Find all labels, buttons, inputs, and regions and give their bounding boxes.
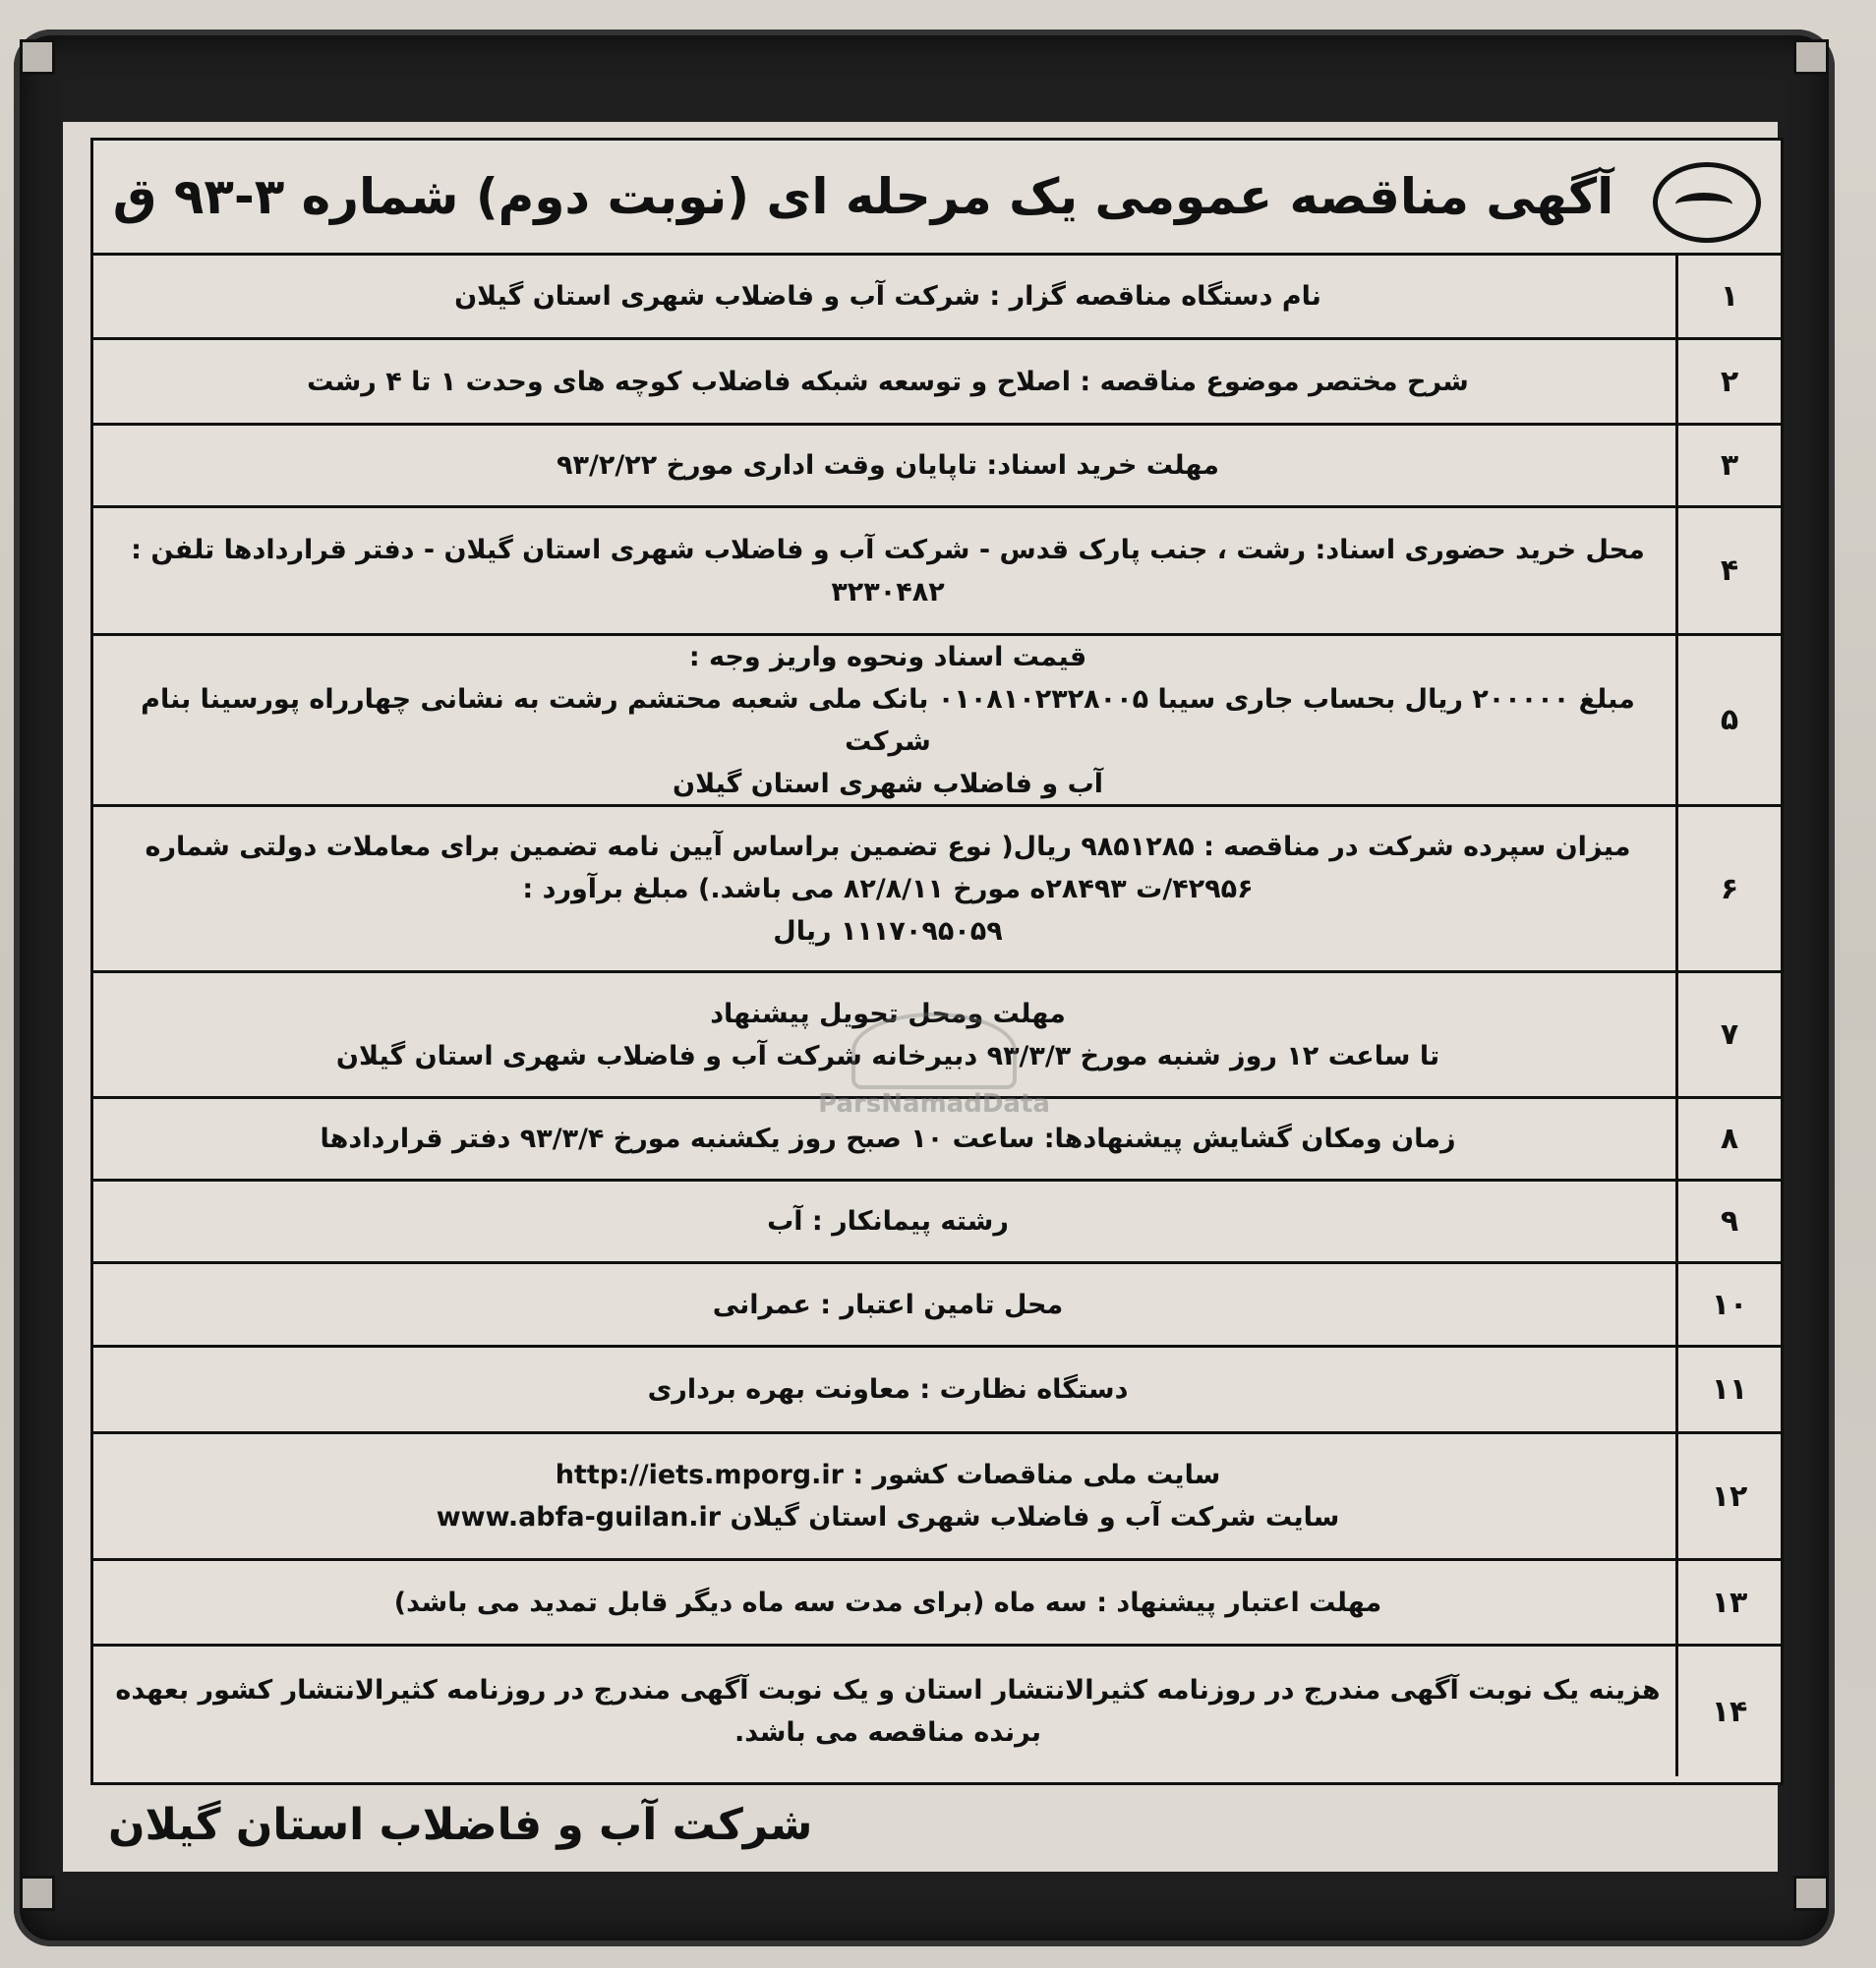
row-line: آب و فاضلاب شهری استان گیلان xyxy=(673,768,1103,799)
row-line: سایت ملی مناقصات کشور : http://iets.mporg.ir xyxy=(555,1460,1221,1490)
row-number: ۴ xyxy=(1675,508,1781,633)
table-row xyxy=(93,508,1781,636)
row-line: محل تامین اعتبار : عمرانی xyxy=(712,1289,1064,1320)
row-text xyxy=(113,1647,1663,1776)
watermark-logo-icon xyxy=(851,1013,1017,1089)
row-line: رشته پیمانکار : آب xyxy=(767,1206,1009,1237)
row-number: ۹ xyxy=(1675,1182,1781,1261)
table-row xyxy=(93,340,1781,426)
row-line: شرح مختصر موضوع مناقصه : اصلاح و توسعه شبکه فاضلاب کوچه های وحدت ۱ تا ۴ رشت xyxy=(307,366,1469,397)
row-number: ۱۱ xyxy=(1675,1348,1781,1431)
table-row xyxy=(93,1434,1781,1561)
row-text xyxy=(113,636,1663,804)
row-line: دستگاه نظارت : معاونت بهره برداری xyxy=(647,1374,1129,1405)
row-text xyxy=(113,1182,1663,1261)
row-line: قیمت اسناد ونحوه واریز وجه : xyxy=(688,641,1087,672)
row-number: ۱۳ xyxy=(1675,1561,1781,1644)
row-number: ۱ xyxy=(1675,256,1781,337)
row-line: ۱۱۱۷۰۹۵۰۵۹ ریال xyxy=(773,915,1003,947)
row-text xyxy=(113,256,1663,337)
row-text xyxy=(113,426,1663,505)
water-company-logo-icon xyxy=(1653,162,1761,243)
row-text xyxy=(113,508,1663,633)
table-row xyxy=(93,1264,1781,1348)
row-line: زمان ومکان گشایش پیشنهادها: ساعت ۱۰ صبح روز یکشنبه مورخ ۹۳/۳/۴ دفتر قراردادها xyxy=(320,1124,1456,1154)
row-number: ۷ xyxy=(1675,973,1781,1096)
row-line: هزینه یک نوبت آگهی مندرج در روزنامه کثیرالانتشار استان و یک نوبت آگهی مندرج در روزنامه کثیرالانتشار کشور بعهده xyxy=(115,1675,1661,1706)
row-number: ۵ xyxy=(1675,636,1781,804)
table-row xyxy=(93,426,1781,508)
row-line: برنده مناقصه می باشد. xyxy=(733,1717,1042,1748)
ad-title: آگهی مناقصه عمومی یک مرحله ای (نوبت دوم) شماره ۳-۹۳ ق xyxy=(112,168,1614,225)
row-line: تا ساعت ۱۲ روز شنبه مورخ ۹۳/۳/۳ دبیرخانه شرکت آب و فاضلاب شهری استان گیلان xyxy=(335,1040,1440,1071)
row-text xyxy=(113,1434,1663,1558)
row-number: ۳ xyxy=(1675,426,1781,505)
row-line: ۴۲۹۵۶/ت ۲۸۴۹۳ه مورخ ۸۲/۸/۱۱ می باشد.) مبلغ برآورد : xyxy=(522,873,1254,904)
frame-corner-bottom-left xyxy=(20,1876,55,1911)
table-row xyxy=(93,636,1781,807)
table-row xyxy=(93,1348,1781,1434)
row-line: محل خرید حضوری اسناد: رشت ، جنب پارک قدس - شرکت آب و فاضلاب شهری استان گیلان - دفتر قراردادها تلفن : xyxy=(131,534,1645,565)
row-line: مهلت خرید اسناد: تاپایان وقت اداری مورخ ۹۳/۲/۲۲ xyxy=(557,450,1219,481)
row-text xyxy=(113,1348,1663,1431)
footer-company-name xyxy=(108,1791,895,1860)
row-line: سایت شرکت آب و فاضلاب شهری استان گیلان www.abfa-guilan.ir xyxy=(436,1502,1340,1533)
row-number: ۲ xyxy=(1675,340,1781,423)
title-row xyxy=(93,141,1781,256)
row-line: نام دستگاه مناقصه گزار : شرکت آب و فاضلاب شهری استان گیلان xyxy=(454,281,1321,312)
tender-table xyxy=(90,138,1784,1785)
watermark xyxy=(747,1013,1121,1121)
frame-corner-top-right xyxy=(1793,39,1829,75)
row-line: میزان سپرده شرکت در مناقصه : ۹۸۵۱۲۸۵ ریال( نوع تضمین براساس آیین نامه تضمین برای معاملات دولتی شماره xyxy=(145,831,1631,862)
row-line: مهلت اعتبار پیشنهاد : سه ماه (برای مدت سه ماه دیگر قابل تمدید می باشد) xyxy=(393,1587,1382,1618)
row-line: مبلغ ۲۰۰۰۰۰ ریال بحساب جاری سیبا ۰۱۰۸۱۰۲۳۲۸۰۰۵ بانک ملی شعبه محتشم رشت به نشانی چهارراه پورسینا بنام شرکت xyxy=(141,683,1635,757)
table-row xyxy=(93,256,1781,340)
table-row xyxy=(93,1182,1781,1264)
row-text xyxy=(113,340,1663,423)
table-row xyxy=(93,807,1781,973)
row-number: ۱۴ xyxy=(1675,1647,1781,1776)
frame-corner-bottom-right xyxy=(1793,1876,1829,1911)
row-number: ۸ xyxy=(1675,1099,1781,1179)
row-text xyxy=(113,1264,1663,1345)
footer-text: شرکت آب و فاضلاب استان گیلان xyxy=(108,1800,813,1850)
row-line: ۳۲۳۰۴۸۲ xyxy=(831,576,945,608)
table-row xyxy=(93,1561,1781,1647)
row-number: ۶ xyxy=(1675,807,1781,970)
row-number: ۱۰ xyxy=(1675,1264,1781,1345)
row-number: ۱۲ xyxy=(1675,1434,1781,1558)
table-row xyxy=(93,1647,1781,1776)
watermark-text: ParsNamadData xyxy=(818,1089,1050,1119)
row-text xyxy=(113,1561,1663,1644)
row-text xyxy=(113,807,1663,970)
row-line: مهلت ومحل تحویل پیشنهاد xyxy=(710,998,1066,1029)
frame-corner-top-left xyxy=(20,39,55,75)
